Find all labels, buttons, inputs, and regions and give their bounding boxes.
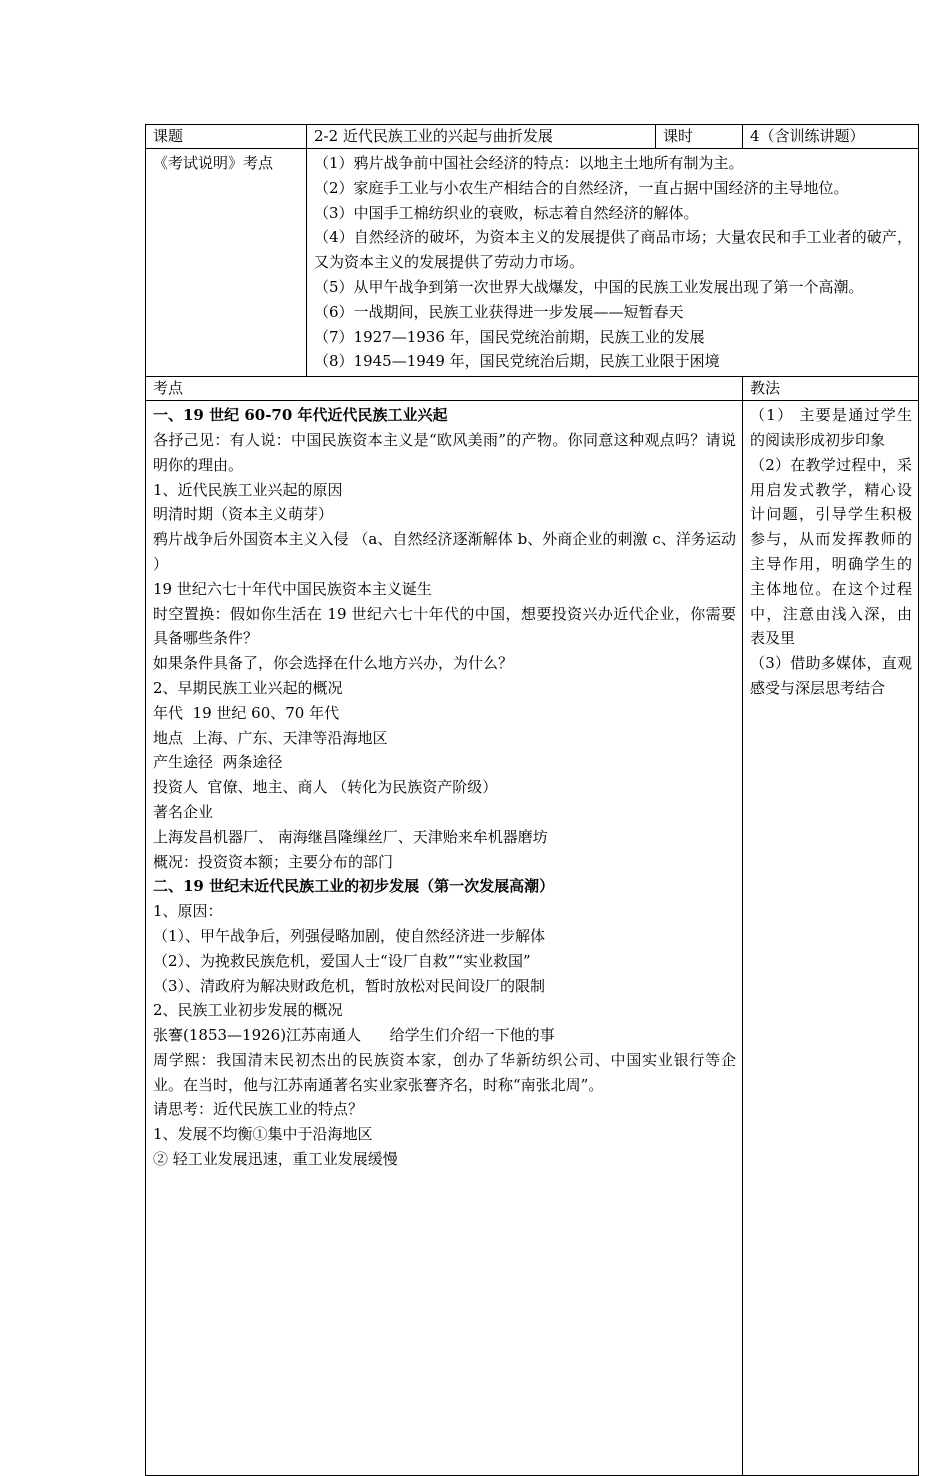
content-line: 1、发展不均衡①集中于沿海地区 <box>153 1125 373 1144</box>
content-line: 著名企业 <box>153 802 214 821</box>
content-line: 时空置换：假如你生活在 19 世纪六七十年代的中国，想要投资兴办近代企业，你需要具备哪些条件？ <box>153 604 736 648</box>
points-content <box>146 401 743 1476</box>
exam-item: （2）家庭手工业与小农生产相结合的自然经济，一直占据中国经济的主导地位。 <box>314 178 849 197</box>
exam-row <box>146 149 919 377</box>
content-line: 明清时期（资本主义萌芽） <box>153 505 334 524</box>
content-line: ② 轻工业发展迅速，重工业发展缓慢 <box>153 1150 398 1169</box>
topic-value: 2-2 近代民族工业的兴起与曲折发展 <box>307 125 656 149</box>
content-line: 19 世纪六七十年代中国民族资本主义诞生 <box>153 579 432 598</box>
content-line: （2）、为挽救民族危机，爱国人士“设厂自救”“实业救国” <box>153 951 531 970</box>
content-line: （1）、甲午战争后，列强侵略加剧，使自然经济进一步解体 <box>153 926 546 945</box>
method-content <box>743 401 919 1476</box>
lesson-table <box>145 124 919 1476</box>
content-line: 2、早期民族工业兴起的概况 <box>153 678 343 697</box>
exam-item: （1）鸦片战争前中国社会经济的特点：以地主土地所有制为主。 <box>314 154 744 172</box>
content-line: 周学熙：我国清末民初杰出的民族资本家，创办了华新纺织公司、中国实业银行等企业。在当时，他与江苏南通著名实业家张謇齐名，时称“南张北周”。 <box>153 1050 736 1094</box>
content-line: 产生途径 两条途径 <box>153 753 283 772</box>
exam-item: （7）1927—1936 年，国民党统治前期，民族工业的发展 <box>314 327 705 346</box>
content-line: 1、原因： <box>153 902 223 921</box>
exam-item: （5）从甲午战争到第一次世界大战爆发，中国的民族工业发展出现了第一个高潮。 <box>314 277 864 296</box>
exam-item: （4）自然经济的破坏，为资本主义的发展提供了商品市场；大量农民和手工业者的破产，又为资本主义的发展提供了劳动力市场。 <box>314 228 912 272</box>
column-header-row <box>146 377 919 401</box>
content-line: 张謇(1853—1926)江苏南通人 给学生们介绍一下他的事 <box>153 1026 555 1045</box>
content-line: （3）、清政府为解决财政危机，暂时放松对民间设厂的限制 <box>153 976 546 995</box>
content-line: 概况：投资资本额；主要分布的部门 <box>153 852 394 871</box>
method-item: （3）借助多媒体，直观感受与深层思考结合 <box>750 654 912 697</box>
content-row <box>146 401 919 1476</box>
hours-value: 4（含训练讲题） <box>743 125 919 149</box>
exam-item: （3）中国手工棉纺织业的衰败，标志着自然经济的解体。 <box>314 203 699 222</box>
hours-label: 课时 <box>656 125 743 149</box>
points-header: 考点 <box>146 377 743 401</box>
content-line: 各抒己见：有人说：中国民族资本主义是“欧风美雨”的产物。你同意这种观点吗？请说明你的理由。 <box>153 430 736 474</box>
exam-item: （6）一战期间，民族工业获得进一步发展——短暂春天 <box>314 302 684 321</box>
method-header: 教法 <box>743 377 919 401</box>
header-row <box>146 125 919 149</box>
content-line: 如果条件具备了，你会选择在什么地方兴办，为什么？ <box>153 654 514 673</box>
content-line: 请思考：近代民族工业的特点？ <box>153 1100 364 1119</box>
exam-label: 《考试说明》考点 <box>146 149 307 377</box>
section-heading: 二、19 世纪末近代民族工业的初步发展（第一次发展高潮） <box>153 877 555 896</box>
lesson-plan <box>145 124 918 1476</box>
method-item: （2）在教学过程中，采用启发式教学，精心设计问题，引导学生积极参与，从而发挥教师的主导作用，明确学生的主体地位。在这个过程中，注意由浅入深，由表及里 <box>750 455 912 648</box>
content-line: 1、近代民族工业兴起的原因 <box>153 480 343 499</box>
content-line: 鸦片战争后外国资本主义入侵 （a、自然经济逐渐解体 b、外商企业的刺激 c、洋务运动 ） <box>153 530 736 573</box>
content-line: 投资人 官僚、地主、商人 （转化为民族资产阶级） <box>153 778 498 797</box>
content-line: 2、民族工业初步发展的概况 <box>153 1001 343 1020</box>
content-line: 上海发昌机器厂、 南海继昌隆缫丝厂、天津贻来牟机器磨坊 <box>153 827 548 846</box>
section-heading: 一、19 世纪 60-70 年代近代民族工业兴起 <box>153 406 448 425</box>
content-line: 地点 上海、广东、天津等沿海地区 <box>153 728 388 747</box>
exam-item: （8）1945—1949 年，国民党统治后期，民族工业限于困境 <box>314 352 720 371</box>
method-item: （1） 主要是通过学生的阅读形成初步印象 <box>750 406 912 449</box>
exam-points <box>307 149 919 377</box>
topic-label: 课题 <box>146 125 307 149</box>
content-line: 年代 19 世纪 60、70 年代 <box>153 703 340 722</box>
